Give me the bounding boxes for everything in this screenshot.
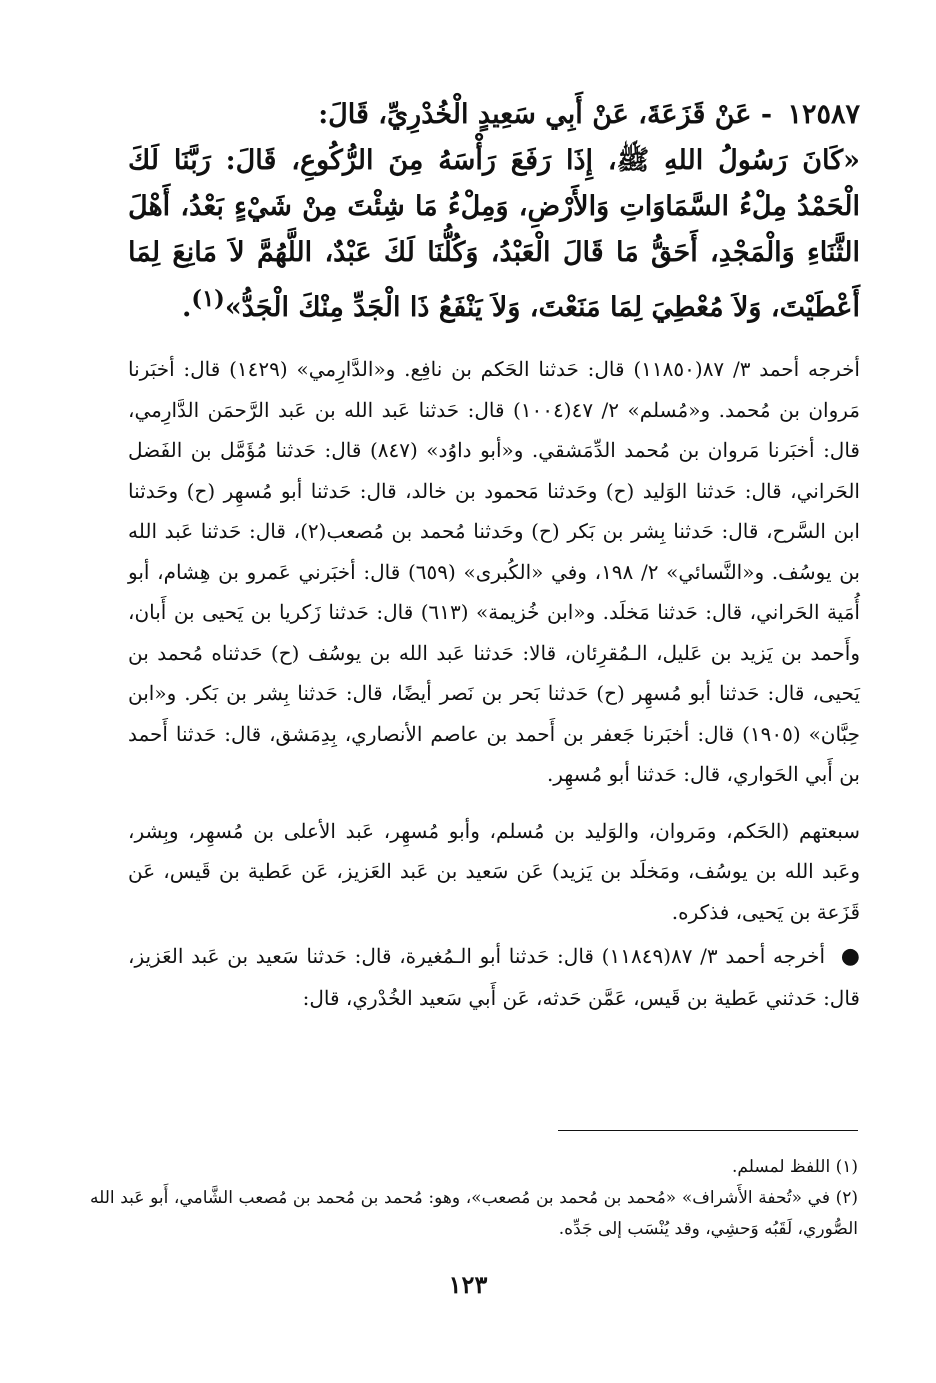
footnote-divider [558, 1130, 858, 1131]
hadith-number: ١٢٥٨٧ [787, 99, 860, 130]
page-body [128, 92, 860, 1018]
footnote-ref-1: (١) [191, 286, 225, 312]
bullet-paragraph [128, 936, 860, 1018]
hadith-matn-text: «كَانَ رَسُولُ اللهِ ﷺ، إِذَا رَفَعَ رَأْسَهُ مِنَ الرُّكُوعِ، قَالَ: رَبَّنَا لَكَ الْحَمْدُ مِلْءُ السَّمَاوَاتِ وَالأَرْضِ، وَمِلْءُ مَا شِئْتَ مِنْ شَيْءٍ بَعْدُ، أَهْلَ الثَّنَاءِ وَالْمَجْدِ، أَحَقُّ مَا قَالَ الْعَبْدُ، وَكُلُّنَا لَكَ عَبْدٌ، اللَّهُمَّ لاَ مَانِعَ لِمَا أَعْطَيْتَ، وَلاَ مُعْطِيَ لِمَا مَنَعْتَ، وَلاَ يَنْفَعُ ذَا الْجَدِّ مِنْكَ الْجَدُّ» [128, 145, 860, 323]
page-number: ١٢٣ [448, 1270, 488, 1299]
bullet-text: أخرجه أحمد ٣/ ٨٧(١١٨٤٩) قال: حَدثنا أبو الـمُغيرة، قال: حَدثنا سَعيد بن عَبد العَزيز، قال: حَدثني عَطية بن قَيس، عَمَّن حَدثه، عَن أَبي سَعيد الخُدْري، قال: [128, 944, 860, 1010]
hadith-heading [128, 92, 860, 138]
footnote-1: (١) اللفظ لمسلم. [731, 1157, 858, 1177]
bullet-dot-icon: ● [840, 944, 860, 969]
hadith-matn [128, 138, 860, 331]
hadith-end-mark: . [182, 292, 192, 323]
summary-paragraph: سبعتهم (الحَكم، ومَروان، والوَليد بن مُسلم، وأبو مُسهِر، عَبد الأعلى بن مُسهِر، وبِشر، وعَبد الله بن يوسُف، ومَخلَد بن يَزيد) عَن سَعيد بن عَبد العَزيز، عَن عَطية بن قَيس، عَن قَزَعة بن يَحيى، فذكره. [128, 818, 860, 924]
footnotes [90, 1152, 858, 1245]
hadith-isnad: عَنْ قَزَعَةَ، عَنْ أَبِي سَعِيدٍ الْخُدْرِيِّ، قَالَ: [318, 99, 752, 130]
footnote-2: (٢) في «تُحفة الأَشراف» «مُحمد بن مُحمد بن مُصعب»، وهو: مُحمد بن مُحمد بن مُصعب الشَّامي، أَبو عَبد الله الصُّوري، لَقَبُه وَحشِي، وقد يُنْسَب إلى جَدِّه. [90, 1188, 858, 1239]
hadith-dash: - [760, 99, 773, 130]
takhrij-paragraph: أخرجه أحمد ٣/ ٨٧(١١٨٥٠) قال: حَدثنا الحَكم بن نافِع. و«الدَّارِمي» (١٤٢٩) قال: أخبَرنا مَروان بن مُحمد. و«مُسلم» ٢/ ٤٧(١٠٠٤) قال: حَدثنا عَبد الله بن عَبد الرَّحمَن الدَّارِمي، قال: أخبَرنا مَروان بن مُحمد الدِّمَشقي. و«أبو داوُد» (٨٤٧) قال: حَدثنا مُؤَمَّل بن الفَضل الحَراني، قال: حَدثنا الوَليد (ح) وحَدثنا مَحمود بن خالد، قال: حَدثنا أبو مُسهِر (ح) وحَدثنا ابن السَّرح، قال: حَدثنا بِشر بن بَكر (ح) وحَدثنا مُحمد بن مُصعب(٢)، قال: حَدثنا عَبد الله بن يوسُف. و«النَّسائي» ٢/ ١٩٨، وفي «الكُبرى» (٦٥٩) قال: أخبَرني عَمرو بن هِشام، أبو أُمَية الحَراني، قال: حَدثنا مَخلَد. و«ابن خُزيمة» (٦١٣) قال: حَدثنا زَكريا بن يَحيى بن أَبان، وأَحمد بن يَزيد بن عَليل، الـمُقرِئان، قالا: حَدثنا عَبد الله بن يوسُف (ح) حَدثناه مُحمد بن يَحيى، قال: حَدثنا أبو مُسهِر (ح) حَدثنا بَحر بن نَصر أيضًا، قال: حَدثنا بِشر بن بَكر. و«ابن حِبَّان» (١٩٠٥) قال: أخبَرنا جَعفر بن أَحمد بن عاصم الأنصاري، بِدِمَشق، قال: حَدثنا أَحمد بن أَبي الحَواري، قال: حَدثنا أبو مُسهِر. [128, 357, 861, 786]
